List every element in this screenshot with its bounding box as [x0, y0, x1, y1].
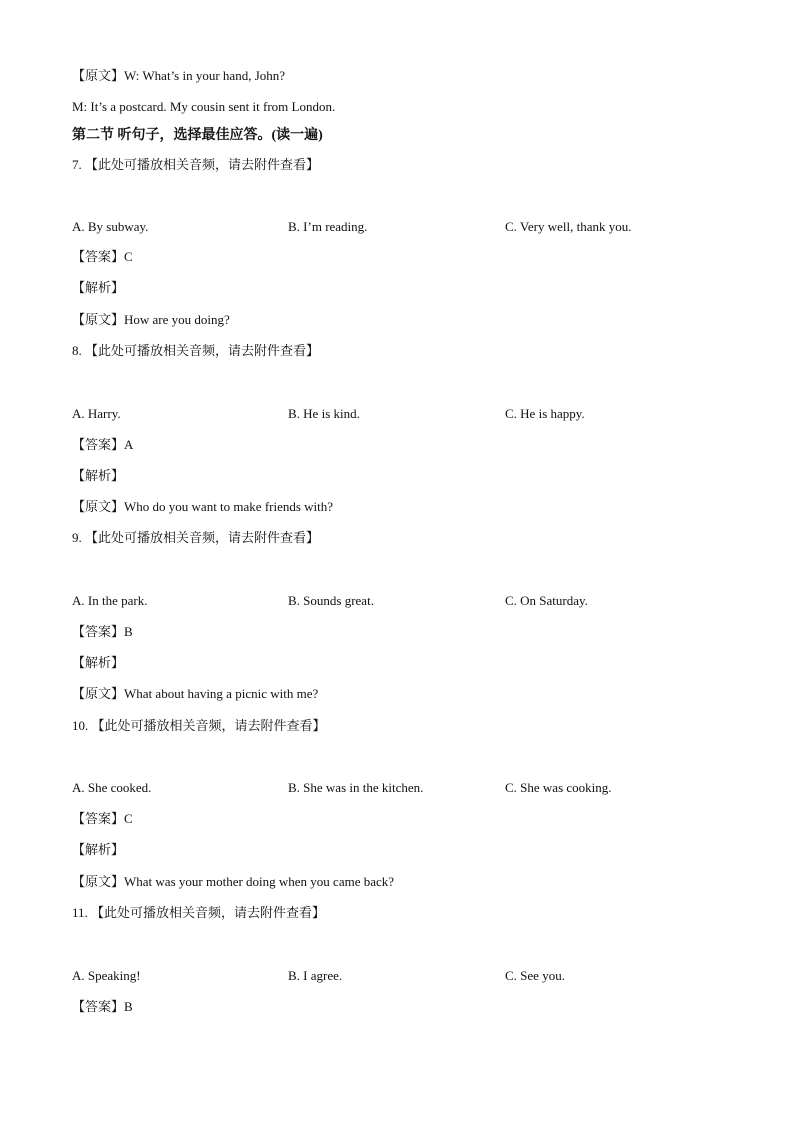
original-text: What was your mother doing when you came back?	[124, 874, 395, 889]
question-7-answer	[72, 248, 133, 266]
question-9-original	[72, 685, 318, 703]
question-11-heading: 11. 【此处可播放相关音频，请去附件查看】	[72, 905, 326, 920]
original-label: 【原文】	[72, 312, 125, 327]
question-7-heading: 7. 【此处可播放相关音频，请去附件查看】	[72, 157, 320, 172]
answer-value: C	[124, 811, 133, 826]
answer-value: B	[124, 624, 133, 639]
question-10-answer	[72, 810, 133, 828]
question-11-answer	[72, 998, 133, 1016]
question-10-original	[72, 873, 394, 891]
answer-value: A	[124, 437, 134, 452]
intro-line-2: M: It’s a postcard. My cousin sent it from London.	[72, 99, 336, 114]
question-9-option-b: B. Sounds great.	[288, 593, 374, 608]
answer-label: 【答案】	[72, 811, 125, 826]
question-9-option-a: A. In the park.	[72, 593, 148, 608]
question-8-heading: 8. 【此处可播放相关音频，请去附件查看】	[72, 343, 320, 358]
original-text: Who do you want to make friends with?	[124, 499, 334, 514]
question-8-option-a: A. Harry.	[72, 406, 121, 421]
question-8-original	[72, 498, 333, 516]
original-text: How are you doing?	[124, 312, 230, 327]
question-10-heading: 10. 【此处可播放相关音频，请去附件查看】	[72, 718, 326, 733]
question-9-analysis-label: 【解析】	[72, 655, 125, 670]
question-9-answer	[72, 623, 133, 641]
answer-label: 【答案】	[72, 624, 125, 639]
question-8-option-c: C. He is happy.	[505, 406, 585, 421]
answer-value: B	[124, 999, 133, 1014]
original-label: 【原文】	[72, 874, 125, 889]
question-9-heading: 9. 【此处可播放相关音频，请去附件查看】	[72, 530, 320, 545]
intro-line-1: 【原文】W: What’s in your hand, John?	[72, 68, 286, 83]
answer-label: 【答案】	[72, 999, 125, 1014]
question-7-analysis-label: 【解析】	[72, 280, 125, 295]
original-label: 【原文】	[72, 499, 125, 514]
question-7-option-b: B. I’m reading.	[288, 219, 368, 234]
question-7-original	[72, 311, 230, 329]
section-title: 第二节 听句子，选择最佳应答。(读一遍)	[72, 128, 323, 143]
question-11-option-c: C. See you.	[505, 968, 565, 983]
question-9-option-c: C. On Saturday.	[505, 593, 588, 608]
question-10-option-a: A. She cooked.	[72, 780, 152, 795]
question-10-analysis-label: 【解析】	[72, 842, 125, 857]
question-7-option-a: A. By subway.	[72, 219, 149, 234]
question-10-option-c: C. She was cooking.	[505, 780, 612, 795]
question-10-option-b: B. She was in the kitchen.	[288, 780, 424, 795]
answer-label: 【答案】	[72, 437, 125, 452]
question-11-option-a: A. Speaking!	[72, 968, 141, 983]
question-8-answer	[72, 436, 133, 454]
question-8-analysis-label: 【解析】	[72, 468, 125, 483]
question-11-option-b: B. I agree.	[288, 968, 343, 983]
answer-value: C	[124, 249, 133, 264]
question-8-option-b: B. He is kind.	[288, 406, 360, 421]
original-label: 【原文】	[72, 686, 125, 701]
question-7-option-c: C. Very well, thank you.	[505, 219, 632, 234]
answer-label: 【答案】	[72, 249, 125, 264]
original-text: What about having a picnic with me?	[124, 686, 319, 701]
